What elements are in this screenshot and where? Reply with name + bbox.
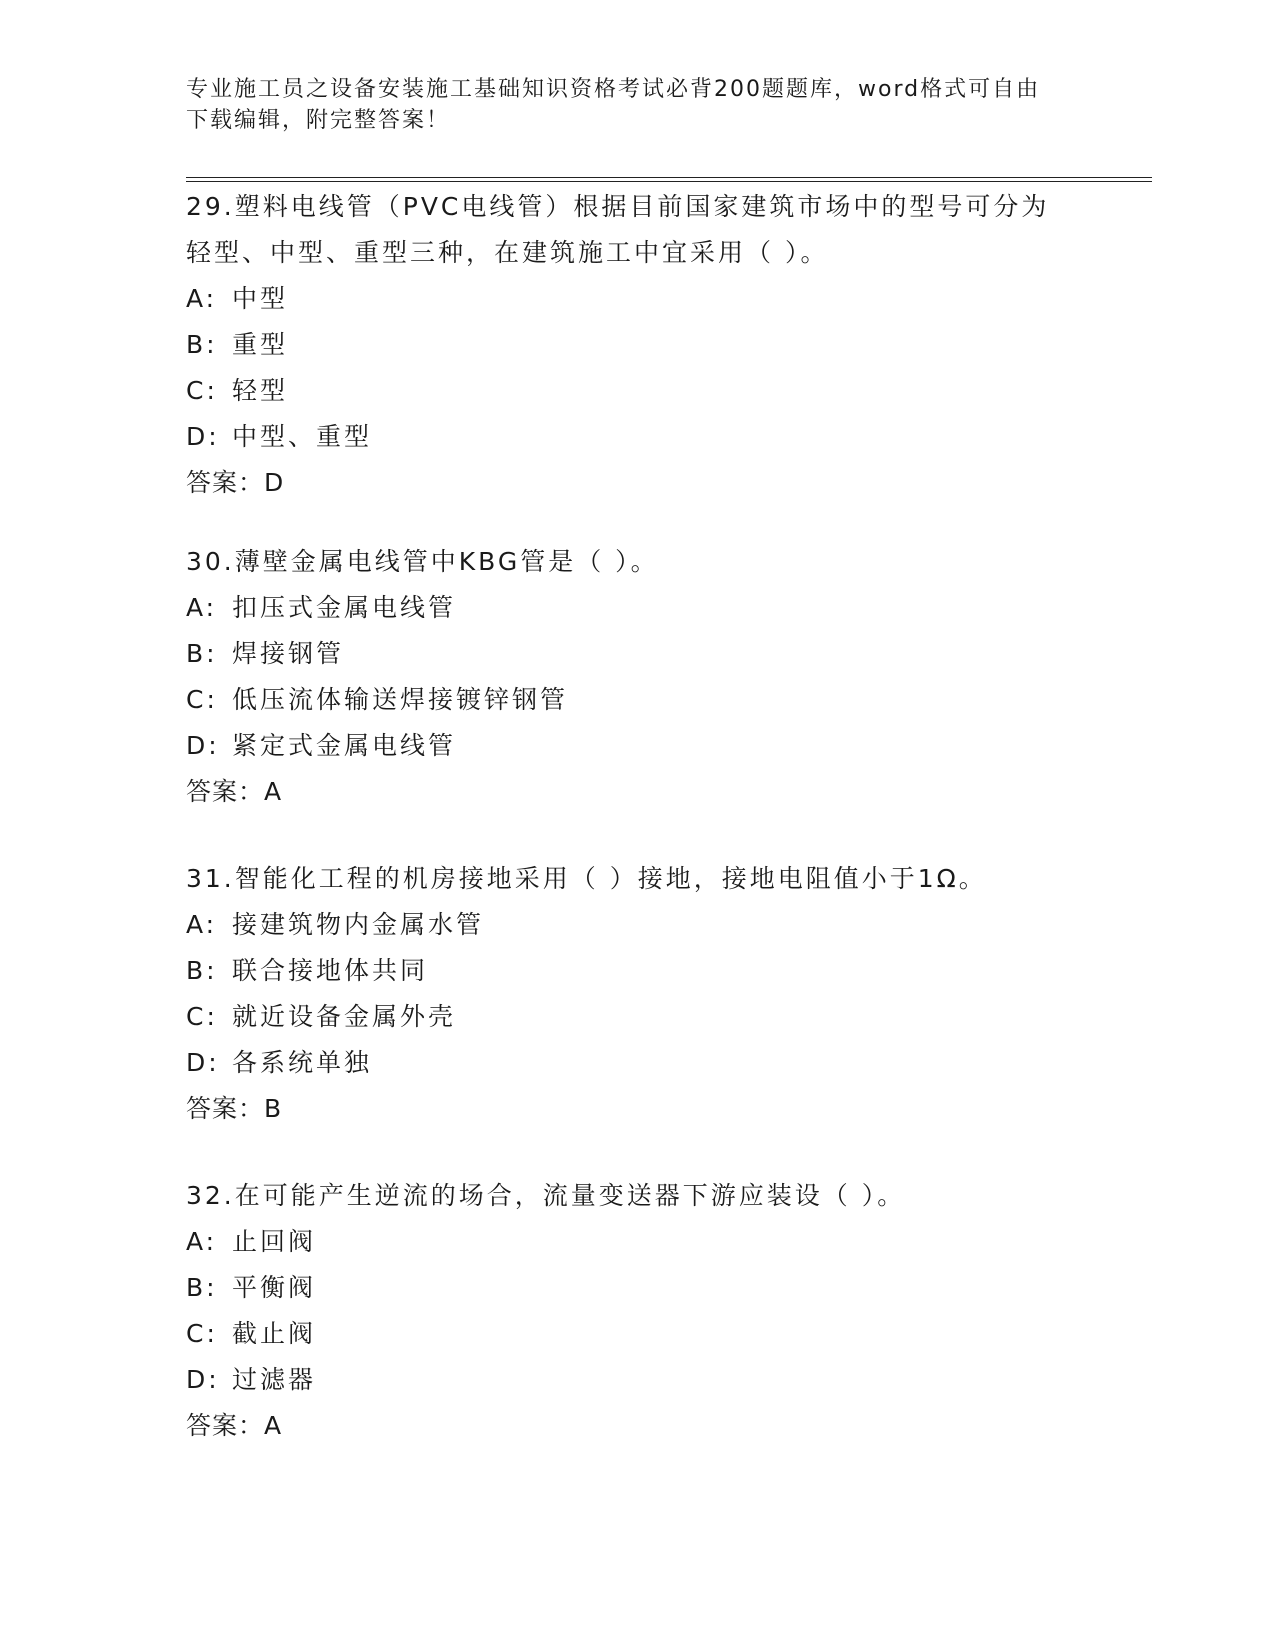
question-31	[186, 856, 1086, 1132]
option-b	[186, 1265, 1086, 1311]
option-text: 过滤器	[232, 1365, 317, 1394]
option-d	[186, 1040, 1086, 1086]
answer-label: 答案：	[186, 468, 265, 497]
option-text: 联合接地体共同	[232, 956, 429, 985]
option-key: B:	[186, 956, 218, 985]
answer-line	[186, 1086, 1086, 1132]
header-divider-bottom	[186, 181, 1152, 182]
answer-value: D	[264, 468, 285, 497]
header-divider-top	[186, 177, 1152, 178]
option-text: 止回阀	[232, 1227, 317, 1256]
option-text: 重型	[232, 330, 289, 359]
option-key: B:	[186, 330, 218, 359]
answer-line	[186, 769, 1086, 815]
option-key: D:	[186, 1048, 220, 1077]
question-stem: 29.塑料电线管（PVC电线管）根据目前国家建筑市场中的型号可分为	[186, 192, 1050, 221]
answer-label: 答案：	[186, 1094, 265, 1123]
answer-value: B	[264, 1094, 283, 1123]
option-a	[186, 1219, 1086, 1265]
option-text: 中型	[232, 284, 289, 313]
answer-label: 答案：	[186, 1411, 265, 1440]
option-key: D:	[186, 731, 220, 760]
option-d	[186, 723, 1086, 769]
header-line-2: 下载编辑，附完整答案！	[186, 108, 451, 133]
question-stem: 32.在可能产生逆流的场合，流量变送器下游应装设（ ）。	[186, 1181, 906, 1210]
question-30	[186, 539, 1086, 815]
answer-value: A	[264, 1411, 283, 1440]
option-key: A:	[186, 593, 218, 622]
question-stem: 30.薄壁金属电线管中KBG管是（ ）。	[186, 547, 659, 576]
option-key: A:	[186, 284, 218, 313]
option-c	[186, 677, 1086, 723]
option-key: B:	[186, 639, 218, 668]
option-text: 低压流体输送焊接镀锌钢管	[232, 685, 569, 714]
option-text: 就近设备金属外壳	[232, 1002, 457, 1031]
option-b	[186, 322, 1086, 368]
option-text: 扣压式金属电线管	[232, 593, 457, 622]
option-key: C:	[186, 685, 218, 714]
option-text: 紧定式金属电线管	[232, 731, 457, 760]
option-key: A:	[186, 1227, 218, 1256]
option-key: C:	[186, 1319, 218, 1348]
option-d	[186, 1357, 1086, 1403]
option-key: A:	[186, 910, 218, 939]
option-text: 平衡阀	[232, 1273, 317, 1302]
answer-label: 答案：	[186, 777, 265, 806]
option-text: 接建筑物内金属水管	[232, 910, 485, 939]
option-key: D:	[186, 1365, 220, 1394]
answer-value: A	[264, 777, 283, 806]
option-key: B:	[186, 1273, 218, 1302]
option-a	[186, 276, 1086, 322]
option-c	[186, 368, 1086, 414]
option-b	[186, 631, 1086, 677]
option-key: C:	[186, 376, 218, 405]
answer-line	[186, 1403, 1086, 1449]
option-text: 各系统单独	[232, 1048, 373, 1077]
option-text: 中型、重型	[232, 422, 373, 451]
option-a	[186, 902, 1086, 948]
option-a	[186, 585, 1086, 631]
document-header	[186, 74, 1066, 136]
question-29	[186, 184, 1086, 506]
option-text: 截止阀	[232, 1319, 317, 1348]
option-key: C:	[186, 1002, 218, 1031]
option-c	[186, 994, 1086, 1040]
question-stem-continued: 轻型、中型、重型三种，在建筑施工中宜采用（ ）。	[186, 238, 829, 267]
option-d	[186, 414, 1086, 460]
option-c	[186, 1311, 1086, 1357]
header-line-1: 专业施工员之设备安装施工基础知识资格考试必背200题题库，word格式可自由	[186, 77, 1041, 102]
option-key: D:	[186, 422, 220, 451]
option-text: 轻型	[232, 376, 289, 405]
answer-line	[186, 460, 1086, 506]
question-stem: 31.智能化工程的机房接地采用（ ）接地，接地电阻值小于1Ω。	[186, 864, 987, 893]
option-text: 焊接钢管	[232, 639, 345, 668]
question-32	[186, 1173, 1086, 1449]
option-b	[186, 948, 1086, 994]
